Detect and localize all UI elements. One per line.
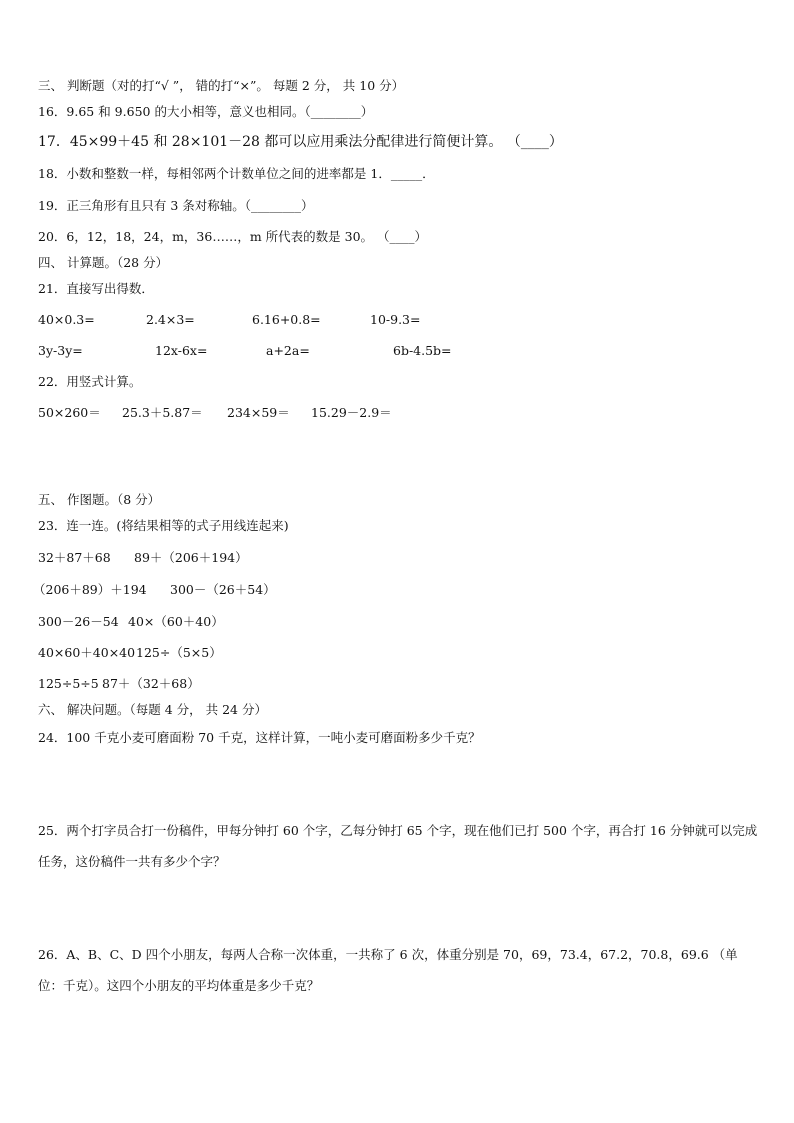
q21-item: 2.4×3= — [146, 312, 195, 327]
question-21: 21．直接写出得数． — [38, 281, 154, 296]
question-25: 25．两个打字员合打一份稿件，甲每分钟打 60 个字，乙每分钟打 65 个字，现在他们已打 500 个字，再合打 16 分钟就可以完成任务，这份稿件一共有多少个字？ — [38, 823, 758, 869]
q23-right: 125÷（5×5） — [136, 645, 222, 660]
section-5-header: 五、 作图题。（8 分） — [38, 492, 161, 507]
q22-item: 25.3＋5.87＝ — [122, 405, 203, 420]
question-23: 23．连一连。(将结果相等的式子用线连起来) — [38, 518, 289, 533]
section-3-header: 三、 判断题（对的打“√ ”， 错的打“×”。 每题 2 分， 共 10 分） — [38, 78, 405, 93]
q21-item: 12x-6x= — [155, 343, 208, 358]
q21-item: 3y-3y= — [38, 343, 83, 358]
q21-item: 40×0.3= — [38, 312, 95, 327]
q23-left: 300－26－54 — [38, 614, 119, 629]
q22-item: 50×260＝ — [38, 405, 101, 420]
question-24: 24．100 千克小麦可磨面粉 70 千克，这样计算，一吨小麦可磨面粉多少千克？ — [38, 730, 481, 745]
question-19: 19．正三角形有且只有 3 条对称轴。（________） — [38, 198, 314, 213]
q22-item: 234×59＝ — [227, 405, 290, 420]
q23-left: 125÷5÷5 — [38, 676, 99, 691]
q22-item: 15.29－2.9＝ — [311, 405, 392, 420]
q21-item: 10-9.3= — [370, 312, 421, 327]
question-22: 22．用竖式计算。 — [38, 374, 142, 389]
question-16: 16．9.65 和 9.650 的大小相等，意义也相同。（________） — [38, 104, 374, 119]
q23-right: 300－（26＋54） — [170, 582, 276, 597]
q23-left: 32＋87＋68 — [38, 550, 111, 565]
q23-right: 89＋（206＋194） — [134, 550, 248, 565]
q23-right: 87＋（32＋68） — [102, 676, 200, 691]
q21-item: a+2a= — [266, 343, 310, 358]
question-17: 17．45×99＋45 和 28×101－28 都可以应用乘法分配律进行简便计算。 （____） — [38, 134, 563, 150]
section-4-header: 四、 计算题。（28 分） — [38, 255, 169, 270]
question-26: 26．A、B、C、D 四个小朋友，每两人合称一次体重，一共称了 6 次，体重分别是 70，69，73.4，67.2，70.8，69.6 （单位：千克）。这四个小朋友的平均体重是多少千克？ — [38, 947, 738, 993]
q23-right: 40×（60＋40） — [128, 614, 224, 629]
q21-item: 6.16+0.8= — [252, 312, 321, 327]
question-18: 18．小数和整数一样，每相邻两个计数单位之间的进率都是 1．_____． — [38, 166, 435, 181]
q23-left: 40×60＋40×40 — [38, 645, 136, 660]
section-6-header: 六、 解决问题。（每题 4 分， 共 24 分） — [38, 702, 267, 717]
q21-item: 6b-4.5b= — [393, 343, 452, 358]
q23-left: （206＋89）＋194 — [33, 582, 147, 597]
question-20: 20．6，12，18，24，m，36……，m 所代表的数是 30。 （____） — [38, 229, 428, 244]
